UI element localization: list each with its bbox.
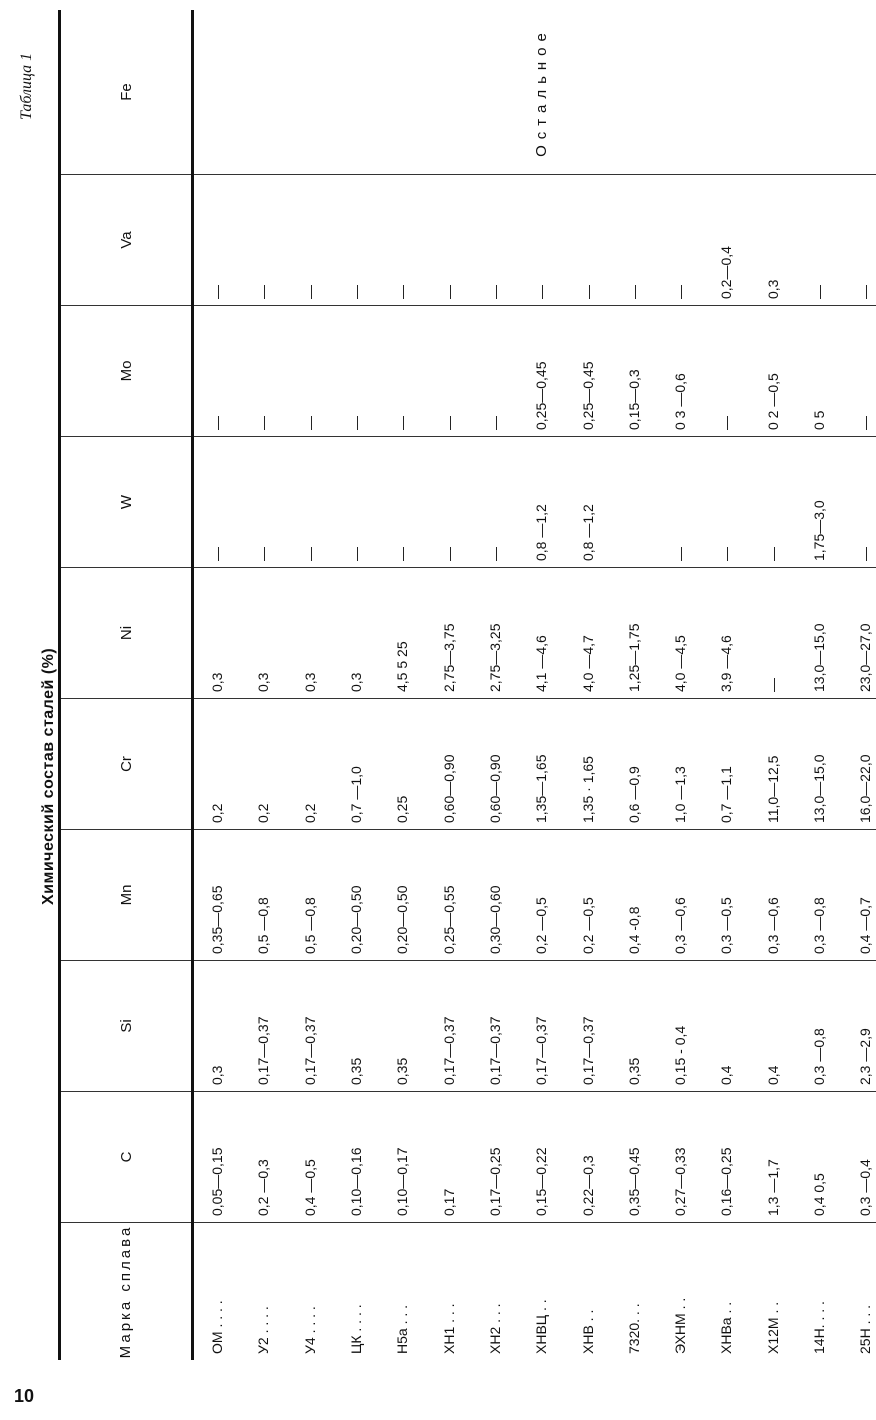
- cell-mo: —: [842, 306, 876, 437]
- cell-c: 0,10—0,17: [379, 1092, 425, 1223]
- cell-mn: 0,3 —0,8: [796, 830, 842, 961]
- cell-cr: 0,7 —1,1: [703, 699, 749, 830]
- table-row: [611, 10, 657, 1360]
- cell-c: 0,22—0,3: [564, 1092, 610, 1223]
- header-ni: Ni: [60, 568, 193, 699]
- cell-cr: 0,2: [193, 699, 241, 830]
- cell-mn: 0,3 —0,5: [703, 830, 749, 961]
- cell-cr: 0,2: [240, 699, 286, 830]
- cell-mo: —: [193, 306, 241, 437]
- cell-mo: —: [472, 306, 518, 437]
- table-row: [518, 10, 564, 1360]
- table-row: [657, 10, 703, 1360]
- cell-cr: 0,60—0,90: [472, 699, 518, 830]
- cell-w: 0,8 —1,2: [518, 437, 564, 568]
- cell-mo: —: [333, 306, 379, 437]
- cell-mo: —: [240, 306, 286, 437]
- table-row: [703, 10, 749, 1360]
- cell-mn: 0,3 —0,6: [657, 830, 703, 961]
- cell-w: 1,75—3,0: [796, 437, 842, 568]
- cell-si: 0,35: [611, 961, 657, 1092]
- cell-w: —: [287, 437, 333, 568]
- alloy-grade-cell: ХНВа . .: [718, 1301, 735, 1354]
- cell-si: 0,3 —0,8: [796, 961, 842, 1092]
- cell-c: 0,4 0,5: [796, 1092, 842, 1223]
- cell-mn: 0,4 -0,8: [611, 830, 657, 961]
- header-cr: Cr: [60, 699, 193, 830]
- cell-c: 0,15—0,22: [518, 1092, 564, 1223]
- cell-va: —: [333, 175, 379, 306]
- alloy-grade-cell: Н5а . . .: [394, 1304, 411, 1354]
- header-c: C: [60, 1092, 193, 1223]
- cell-va: 0,3: [750, 175, 796, 306]
- cell-si: 0,17—0,37: [518, 961, 564, 1092]
- cell-c: 0,3 —0,4: [842, 1092, 876, 1223]
- fe-remainder-cell: Остальное: [193, 10, 876, 175]
- cell-w: —: [379, 437, 425, 568]
- table-row: [750, 10, 796, 1360]
- cell-w: —: [193, 437, 241, 568]
- cell-cr: 0,6 —0,9: [611, 699, 657, 830]
- alloy-grade-cell: ХНВ . .: [579, 1309, 596, 1354]
- cell-mo: —: [703, 306, 749, 437]
- table-row: [796, 10, 842, 1360]
- cell-w: [611, 437, 657, 568]
- alloy-grade-cell: 14Н. . . .: [811, 1301, 827, 1354]
- header-fe: Fe: [60, 10, 193, 175]
- cell-mn: 0,30—0,60: [472, 830, 518, 961]
- alloy-grade-cell: ЭХНМ . .: [672, 1297, 689, 1354]
- cell-mo: 0,25—0,45: [564, 306, 610, 437]
- cell-si: 0,17—0,37: [240, 961, 286, 1092]
- alloy-grade-cell: ХНВЦ . .: [533, 1299, 550, 1354]
- cell-c: 0,2 —0,3: [240, 1092, 286, 1223]
- cell-mo: 0 3 —0,6: [657, 306, 703, 437]
- alloy-grade-cell: 25Н . . .: [857, 1304, 874, 1354]
- table-row: [472, 10, 518, 1360]
- cell-si: 0,17—0,37: [472, 961, 518, 1092]
- cell-ni: 23,0—27,0: [842, 568, 876, 699]
- table-row: [193, 10, 241, 1360]
- cell-c: 0,10—0,16: [333, 1092, 379, 1223]
- cell-mo: 0 2 —0,5: [750, 306, 796, 437]
- cell-w: —: [703, 437, 749, 568]
- header-row: [60, 10, 193, 1360]
- cell-c: 0,35—0,45: [611, 1092, 657, 1223]
- alloy-grade-cell: ХН1 . . .: [440, 1303, 457, 1354]
- cell-va: —: [796, 175, 842, 306]
- cell-ni: 4,5 5 25: [379, 568, 425, 699]
- cell-ni: 1,25—1,75: [611, 568, 657, 699]
- cell-ni: 0,3: [333, 568, 379, 699]
- alloy-grade-cell: Х12М . .: [764, 1301, 781, 1354]
- cell-cr: 0,7 —1,0: [333, 699, 379, 830]
- cell-mn: 0,25—0,55: [425, 830, 471, 961]
- cell-si: 0,35: [333, 961, 379, 1092]
- header-w: W: [60, 437, 193, 568]
- cell-cr: 0,60—0,90: [425, 699, 471, 830]
- cell-va: —: [425, 175, 471, 306]
- table-row: [842, 10, 876, 1360]
- table-row: [564, 10, 610, 1360]
- cell-w: 0,8 —1,2: [564, 437, 610, 568]
- cell-ni: —: [750, 568, 796, 699]
- cell-ni: 3,9 —4,6: [703, 568, 749, 699]
- header-mo: Mo: [60, 306, 193, 437]
- cell-c: 1,3 —1,7: [750, 1092, 796, 1223]
- cell-cr: 1,35 · 1,65: [564, 699, 610, 830]
- cell-cr: 11,0—12,5: [750, 699, 796, 830]
- cell-c: 0,16—0,25: [703, 1092, 749, 1223]
- table-title: Химический состав сталей (%): [40, 647, 57, 905]
- cell-si: 0,35: [379, 961, 425, 1092]
- cell-cr: 0,25: [379, 699, 425, 830]
- alloy-grade-cell: У2 . . . .: [255, 1306, 272, 1354]
- cell-w: —: [425, 437, 471, 568]
- cell-c: 0,05—0,15: [193, 1092, 241, 1223]
- cell-si: 2,3 —2,9: [842, 961, 876, 1092]
- cell-mn: 0,5 —0,8: [287, 830, 333, 961]
- cell-w: —: [240, 437, 286, 568]
- cell-si: 0,3: [193, 961, 241, 1092]
- cell-mo: —: [379, 306, 425, 437]
- cell-mn: 0,3 —0,6: [750, 830, 796, 961]
- steel-composition-table: [58, 10, 876, 1360]
- cell-c: 0,4 —0,5: [287, 1092, 333, 1223]
- cell-cr: 0,2: [287, 699, 333, 830]
- cell-si: 0,17—0,37: [425, 961, 471, 1092]
- table-row: [333, 10, 379, 1360]
- table-row: [379, 10, 425, 1360]
- table-row: [425, 10, 471, 1360]
- cell-mo: 0,15—0,3: [611, 306, 657, 437]
- cell-mn: 0,2 —0,5: [564, 830, 610, 961]
- cell-w: —: [842, 437, 876, 568]
- cell-mn: 0,35—0,65: [193, 830, 241, 961]
- cell-si: 0,4: [750, 961, 796, 1092]
- cell-si: 0,15 - 0,4: [657, 961, 703, 1092]
- header-mn: Mn: [60, 830, 193, 961]
- cell-va: —: [472, 175, 518, 306]
- table-row: [287, 10, 333, 1360]
- cell-mn: 0,4 —0,7: [842, 830, 876, 961]
- cell-ni: 2,75—3,25: [472, 568, 518, 699]
- alloy-grade-cell: ХН2 . . .: [486, 1303, 503, 1354]
- cell-si: 0,17—0,37: [564, 961, 610, 1092]
- cell-ni: 4,0 —4,7: [564, 568, 610, 699]
- alloy-grade-cell: У4 . . . .: [301, 1306, 318, 1354]
- header-si: Si: [60, 961, 193, 1092]
- alloy-grade-cell: ЦК . . . .: [348, 1304, 365, 1354]
- cell-cr: 1,35—1,65: [518, 699, 564, 830]
- cell-mo: 0,25—0,45: [518, 306, 564, 437]
- table-label: Таблица 1: [18, 52, 35, 120]
- cell-ni: 0,3: [240, 568, 286, 699]
- cell-cr: 1,0 —1,3: [657, 699, 703, 830]
- cell-ni: 4,1 —4,6: [518, 568, 564, 699]
- cell-va: —: [287, 175, 333, 306]
- cell-w: —: [657, 437, 703, 568]
- cell-va: —: [518, 175, 564, 306]
- cell-ni: 0,3: [193, 568, 241, 699]
- cell-ni: 0,3: [287, 568, 333, 699]
- cell-w: —: [472, 437, 518, 568]
- cell-cr: 13,0—15,0: [796, 699, 842, 830]
- cell-c: 0,27—0,33: [657, 1092, 703, 1223]
- cell-si: 0,17—0,37: [287, 961, 333, 1092]
- cell-c: 0,17: [425, 1092, 471, 1223]
- cell-ni: 13,0—15,0: [796, 568, 842, 699]
- cell-w: —: [333, 437, 379, 568]
- table-row: [240, 10, 286, 1360]
- cell-mn: 0,20—0,50: [379, 830, 425, 961]
- page-number: 10: [14, 1386, 35, 1406]
- cell-w: —: [750, 437, 796, 568]
- cell-va: —: [564, 175, 610, 306]
- alloy-grade-cell: 7320. . .: [625, 1303, 642, 1354]
- cell-va: —: [379, 175, 425, 306]
- alloy-grade-cell: ОМ . . . .: [209, 1300, 226, 1354]
- cell-mo: 0 5: [796, 306, 842, 437]
- cell-va: —: [657, 175, 703, 306]
- cell-c: 0,17—0,25: [472, 1092, 518, 1223]
- cell-va: —: [240, 175, 286, 306]
- cell-mn: 0,2 —0,5: [518, 830, 564, 961]
- table-body: [193, 10, 876, 1360]
- cell-si: 0,4: [703, 961, 749, 1092]
- cell-mo: —: [425, 306, 471, 437]
- header-alloy-grade: Марка сплава: [60, 1223, 193, 1361]
- header-va: Va: [60, 175, 193, 306]
- cell-cr: 16,0—22,0: [842, 699, 876, 830]
- cell-va: —: [611, 175, 657, 306]
- cell-va: —: [193, 175, 241, 306]
- cell-va: —: [842, 175, 876, 306]
- cell-mn: 0,5 —0,8: [240, 830, 286, 961]
- cell-va: 0,2—0,4: [703, 175, 749, 306]
- cell-mo: —: [287, 306, 333, 437]
- cell-mn: 0,20—0,50: [333, 830, 379, 961]
- cell-ni: 2,75—3,75: [425, 568, 471, 699]
- cell-ni: 4,0 —4,5: [657, 568, 703, 699]
